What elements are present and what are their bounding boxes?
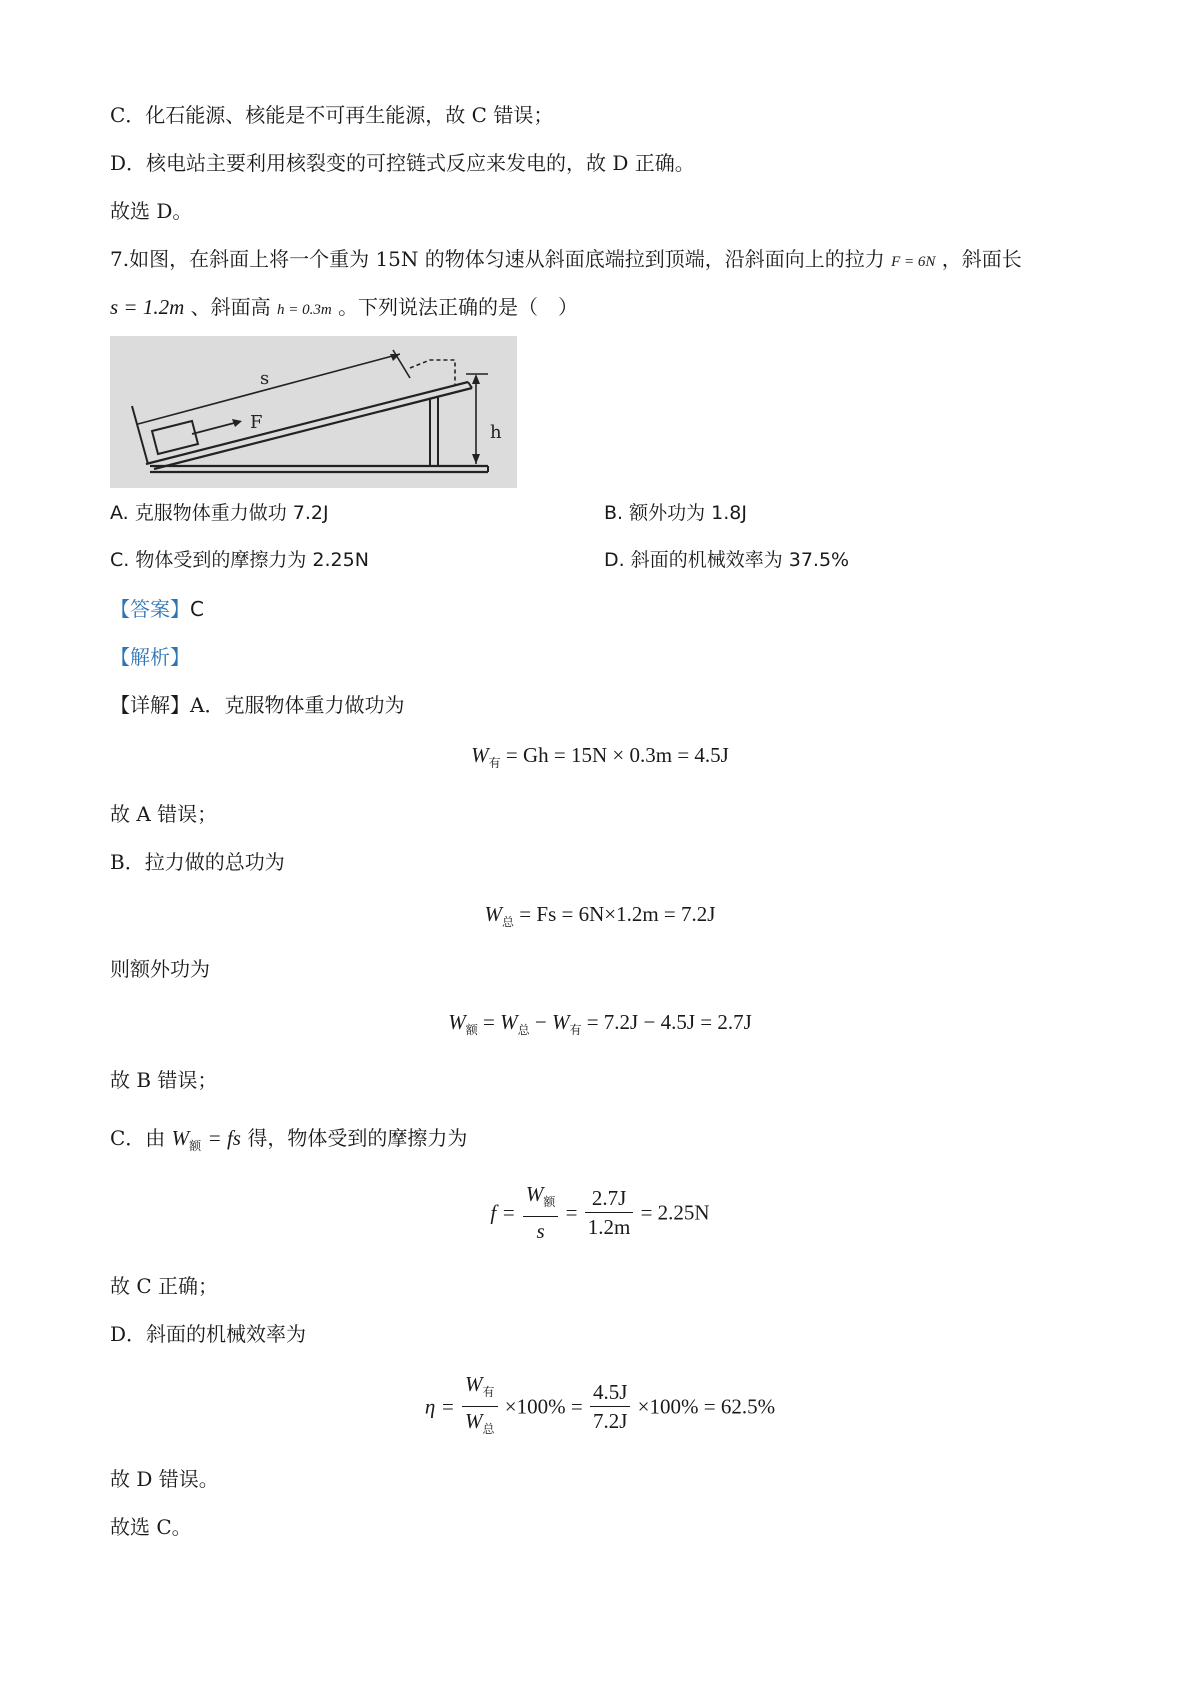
detail-c-conclusion: 故 C 正确； [110,1274,219,1298]
prev-line-d: D．核电站主要利用核裂变的可控链式反应来发电的，故 D 正确。 [110,151,695,175]
question-text: 7.如图，在斜面上将一个重为 15N 的物体匀速从斜面底端拉到顶端，沿斜面向上的拉力 [110,247,885,271]
analysis-label: 【解析】 [110,645,190,669]
detail-b-mid: 则额外功为 [110,957,210,981]
detail-label: 【详解】 [110,693,190,717]
label-s: s [260,368,270,389]
option-d: D. 斜面的机械效率为 37.5% [604,549,850,571]
option-a: A. 克服物体重力做功 7.2J [110,502,329,524]
answer-label: 【答案】 [110,597,190,621]
equation-5: η = $\frac{W_有}{W_总}$ ×100% = $\frac{4.5J}{7.2J}$ ×100% = 62.5% [424,1372,776,1436]
equation-4: f = $\frac{W_额}{s}$ = $\frac{2.7J}{1.2m}$ = 2.25N [490,1182,710,1243]
prev-line-c: C．化石能源、核能是不可再生能源，故 C 错误； [110,103,554,127]
incline-figure [110,336,517,488]
question-line-2 [110,293,578,324]
detail-b-intro: B．拉力做的总功为 [110,850,285,874]
question-force: F = 6N [891,254,936,270]
question-text-mid: 、斜面高 [190,295,271,319]
equation-1: $W_有 = Gh = 15N \times 0.3m = 4.5J$ [471,743,729,770]
question-line-1 [110,245,1022,276]
answer-value: C [190,597,204,621]
detail-choose: 故选 C。 [110,1515,192,1539]
detail-d-intro: D．斜面的机械效率为 [110,1322,307,1346]
prev-choose: 故选 D。 [110,199,193,223]
detail-a-conclusion: 故 A 错误； [110,802,218,826]
label-F: F [250,412,263,433]
question-length: s = 1.2m [110,295,185,319]
equation-3: $W_额 = W_总 - W_有 = 7.2J - 4.5J = 2.7J$ [448,1010,752,1037]
detail-d-conclusion: 故 D 错误。 [110,1467,219,1491]
question-text-tail: ，斜面长 [941,247,1022,271]
equation-2: $W_总 = Fs = 6N\times 1.2m = 7.2J$ [484,902,716,929]
detail-c-intro: C．由 $W_额$ = fs 得，物体受到的摩擦力为 [110,1126,468,1153]
label-h: h [490,422,502,443]
detail-a-intro [110,691,404,719]
option-b: B. 额外功为 1.8J [604,502,747,524]
answer-line [110,595,204,623]
detail-a-text: A．克服物体重力做功为 [190,693,405,717]
option-c: C. 物体受到的摩擦力为 2.25N [110,549,369,571]
incline-diagram [110,336,517,488]
detail-b-conclusion: 故 B 错误； [110,1068,218,1092]
question-text-end: 。下列说法正确的是（ ） [338,295,579,319]
question-height: h = 0.3m [276,302,332,318]
